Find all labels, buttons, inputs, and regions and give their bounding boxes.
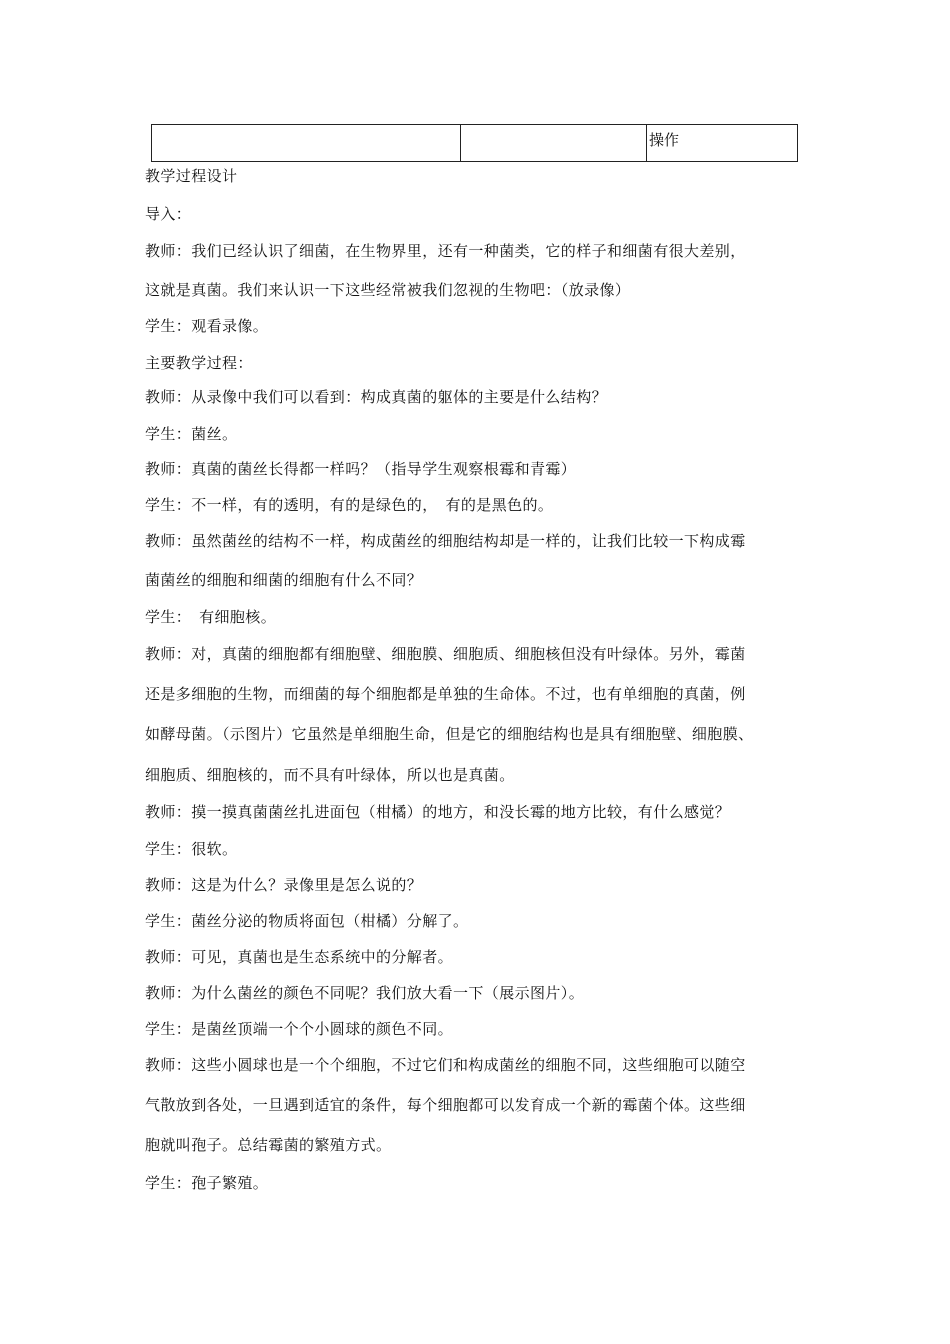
subheading: 导入： [145, 205, 192, 223]
table-cell-text: 操作 [649, 131, 680, 149]
paragraph-line: 教师：摸一摸真菌菌丝扎进面包（柑橘）的地方，和没长霉的地方比较，有什么感觉？ [145, 803, 731, 821]
paragraph-line: 胞就叫孢子。总结霉菌的繁殖方式。 [145, 1136, 392, 1154]
paragraph-line: 教师：我们已经认识了细菌，在生物界里，还有一种菌类，它的样子和细菌有很大差别， [145, 242, 746, 260]
paragraph-line: 菌菌丝的细胞和细菌的细胞有什么不同？ [145, 571, 423, 589]
table-cell [152, 125, 461, 161]
paragraph-line: 这就是真菌。我们来认识一下这些经常被我们忽视的生物吧：（放录像） [145, 281, 631, 299]
paragraph-line: 教师：从录像中我们可以看到：构成真菌的躯体的主要是什么结构？ [145, 388, 608, 406]
table-cell [647, 125, 797, 161]
paragraph-line: 学生：菌丝。 [145, 425, 238, 443]
subheading: 主要教学过程： [145, 354, 253, 372]
paragraph-line: 还是多细胞的生物，而细菌的每个细胞都是单独的生命体。不过，也有单细胞的真菌，例 [145, 685, 746, 703]
paragraph-line: 学生：很软。 [145, 840, 238, 858]
paragraph-line: 细胞质、细胞核的，而不具有叶绿体，所以也是真菌。 [145, 766, 515, 784]
section-heading: 教学过程设计 [145, 167, 238, 185]
paragraph-line: 教师：为什么菌丝的颜色不同呢？我们放大看一下（展示图片）。 [145, 984, 585, 1002]
paragraph-line: 教师：对，真菌的细胞都有细胞壁、细胞膜、细胞质、细胞核但没有叶绿体。另外，霉菌 [145, 645, 746, 663]
paragraph-line: 学生： 有细胞核。 [145, 608, 277, 626]
paragraph-line: 如酵母菌。（示图片）它虽然是单细胞生命，但是它的细胞结构也是具有细胞壁、细胞膜、 [145, 725, 754, 743]
paragraph-line: 学生：不一样，有的透明，有的是绿色的， 有的是黑色的。 [145, 496, 554, 514]
paragraph-line: 教师：虽然菌丝的结构不一样，构成菌丝的细胞结构却是一样的，让我们比较一下构成霉 [145, 532, 746, 550]
paragraph-line: 教师：这些小圆球也是一个个细胞，不过它们和构成菌丝的细胞不同，这些细胞可以随空 [145, 1056, 746, 1074]
paragraph-line: 学生：孢子繁殖。 [145, 1174, 269, 1192]
paragraph-line: 气散放到各处，一旦遇到适宜的条件，每个细胞都可以发育成一个新的霉菌个体。这些细 [145, 1096, 746, 1114]
paragraph-line: 教师：这是为什么？录像里是怎么说的？ [145, 876, 423, 894]
paragraph-line: 教师：可见，真菌也是生态系统中的分解者。 [145, 948, 454, 966]
paragraph-line: 教师：真菌的菌丝长得都一样吗？（指导学生观察根霉和青霉） [145, 460, 577, 478]
table-cell [461, 125, 647, 161]
header-table [151, 124, 798, 162]
paragraph-line: 学生：观看录像。 [145, 317, 269, 335]
paragraph-line: 学生：菌丝分泌的物质将面包（柑橘）分解了。 [145, 912, 469, 930]
paragraph-line: 学生：是菌丝顶端一个个小圆球的颜色不同。 [145, 1020, 454, 1038]
